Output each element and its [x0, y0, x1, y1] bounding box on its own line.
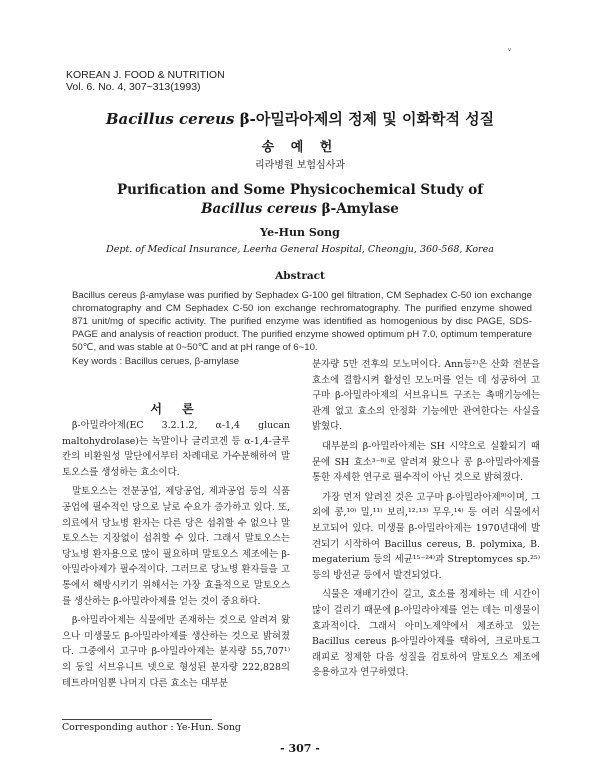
journal-name: KOREAN J. FOOD & NUTRITION [66, 69, 225, 81]
paragraph: 말토오스는 전분공업, 제당공업, 제과공업 등의 식품공업에 필수적인 당으로 날로 수요가 증가하고 있다. 또, 의료에서 당뇨병 환자는 다른 당은 섭취할 수 없으나 말토오스는 지장없이 섭취할 수 있다. 그래서 말토오스는 당뇨병 환자용으로 많이 필요하며 말토오스 제조에는 β-아밀라아제가 필수적이다. 그러므로 당뇨병 환자들을 고통에서 해방시키기 위해서는 가장 효율적으로 말토오스를 생산하는 β-아밀라아제를 얻는 것이 중요하다. [62, 486, 290, 607]
corner-mark: ᵛ [508, 47, 512, 57]
section-heading-introduction: 서 론 [150, 402, 202, 416]
paragraph: 가장 먼저 알려진 것은 고구마 β-아밀라아제⁹⁾이며, 그외에 콩,¹⁰⁾ 밀,¹¹⁾ 보리,¹²·¹³⁾ 무우,¹⁴⁾ 등 여러 식물에서 보고되어 있다. 미생물 β-아밀라아제는 1970년대에 발견되기 시작하여 Bacillus cereus, B. polymixa, B. megaterium 등의 세균¹⁵⁻²⁴⁾과 Streptomyces sp.²⁵⁾ 등의 방선균 등에서 발견되었다. [312, 491, 540, 581]
affiliation-english: Dept. of Medical Insurance, Leerha General Hospital, Cheongju, 360-568, Korea [106, 244, 494, 255]
page-number: - 307 - [280, 742, 320, 755]
journal-volume: Vol. 6. No. 4, 307~313(1993) [66, 81, 201, 93]
title-english-species: Bacillus cereus [201, 201, 317, 217]
title-english-rest: β-Amylase [316, 201, 399, 217]
footnote-rule [62, 719, 212, 720]
abstract-text: Bacillus cereus β-amylase was purified by Sephadex G-100 gel filtration, CM Sephadex C-50 ion exchange chromatography and CM Sephadex C-50 ion exchange rechromatography. The purified enzyme showed 871 unit/mg of specific activity. The purified enzyme was identified as homogenious by disc PAGE, SDS-PAGE and analysis of reaction product. The purified enzyme showed optimum pH 7.0, optimum temperature 50℃, and was stable at 0~50℃ and at pH range of 6~10. [72, 290, 532, 353]
author-english: Ye-Hun Song [260, 226, 340, 239]
paragraph: β-아밀라아제(EC 3.2.1.2, α-1,4 glucan maltohydrolase)는 녹말이나 글리코겐 등 α-1,4-글루칸의 비환원성 말단에서부터 차례대로 가수분해하여 말토오스를 생성하는 효소이다. [62, 420, 290, 478]
paragraph: 분자량 5만 전후의 모노머이다. Ann등²⁾은 산화 전분을 효소에 결합시켜 활성인 모노머를 얻는 데 성공하여 고구마 β-아밀라아제의 서브유니트 구조는 촉매기능에는 관계 없고 효소의 안정화 기능에만 관여한다는 사실을 밝혔다. [312, 359, 540, 433]
journal-header [66, 69, 225, 93]
affiliation-korean: 리라병원 보험심사과 [254, 160, 346, 171]
title-english-line2 [0, 200, 600, 219]
title-english-line1: Purification and Some Physicochemical Study of [116, 182, 484, 198]
title-korean-rest: β-아밀라아제의 정제 및 이화학적 성질 [234, 110, 495, 128]
paragraph: 식물은 재배기간이 길고, 효소를 정제하는 데 시간이 많이 걸리기 때문에 β-아밀라아제를 얻는 데는 미생물이 효과적이다. 그래서 아미노제약에서 제조하고 있는 Bacillus cereus β-아밀라아제를 택하여, 크로마토그래피로 정제한 다음 성질을 검토하여 말토오스 제조에 응용하고자 연구하였다. [312, 589, 540, 679]
right-column [312, 357, 540, 685]
paragraph: β-아밀라아제는 식물에만 존재하는 것으로 알려져 왔으나 미생물도 β-아밀라아제를 생산하는 것으로 밝혀졌다. 그중에서 고구마 β-아밀라아제는 분자량 55,707¹⁾의 동일 서브유니트 넷으로 형성된 분자량 222,828의 테트라머임뿐 나머지 다른 효소는 대부분 [62, 615, 290, 689]
abstract-heading: Abstract [275, 270, 325, 282]
author-korean: 송 예 헌 [261, 140, 339, 155]
paragraph: 대부분의 β-아밀라아제는 SH 시약으로 실활되기 때문에 SH 효소³⁻⁸⁾로 알려져 왔으나 콩 β-아밀라아제를 통한 자세한 연구로 필수적이 아닌 것으로 밝혀졌다. [312, 440, 540, 484]
title-korean [0, 108, 600, 129]
title-korean-species: Bacillus cereus [105, 110, 235, 128]
keywords: Key words : Bacillus cerues, β-amylase [72, 356, 240, 367]
left-column [62, 418, 290, 695]
title-english [0, 181, 600, 219]
corresponding-author: Corresponding author : Ye-Hun. Song [62, 722, 241, 733]
